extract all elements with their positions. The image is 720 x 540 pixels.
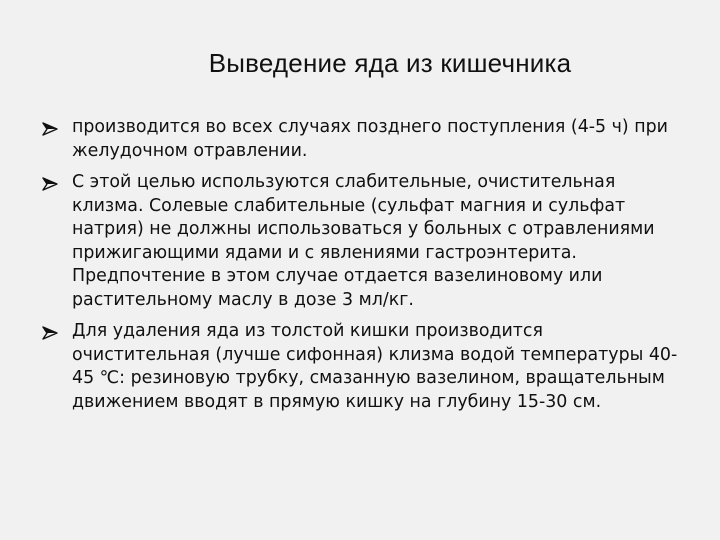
arrowhead-bullet-icon <box>40 320 72 342</box>
bullet-item <box>40 171 680 312</box>
bullet-text: Для удаления яда из толстой кишки производится очистительная (лучше сифонная) клизма водой температуры 40-45 ℃: резиновую трубку, смазанную вазелином, вращательным движением вводят в прямую кишку на глубину 15-30 см. <box>72 321 678 412</box>
bullet-text: С этой целью используются слабительные, очистительная клизма. Солевые слабительные (сульфат магния и сульфат натрия) не должны использоваться у больных с отравлениями прижигающими ядами и с явлениями гастроэнтерита. Предпочтение в этом случае отдается вазелиновому или растительному маслу в дозе 3 мл/кг. <box>72 172 655 310</box>
arrowhead-bullet-icon <box>40 116 72 138</box>
bullet-list <box>40 116 680 422</box>
bullet-text: производится во всех случаях позднего поступления (4-5 ч) при желудочном отравлении. <box>72 117 668 161</box>
bullet-item <box>40 320 680 414</box>
slide-title: Выведение яда из кишечника <box>208 48 572 78</box>
bullet-item <box>40 116 680 163</box>
arrowhead-bullet-icon <box>40 171 72 193</box>
